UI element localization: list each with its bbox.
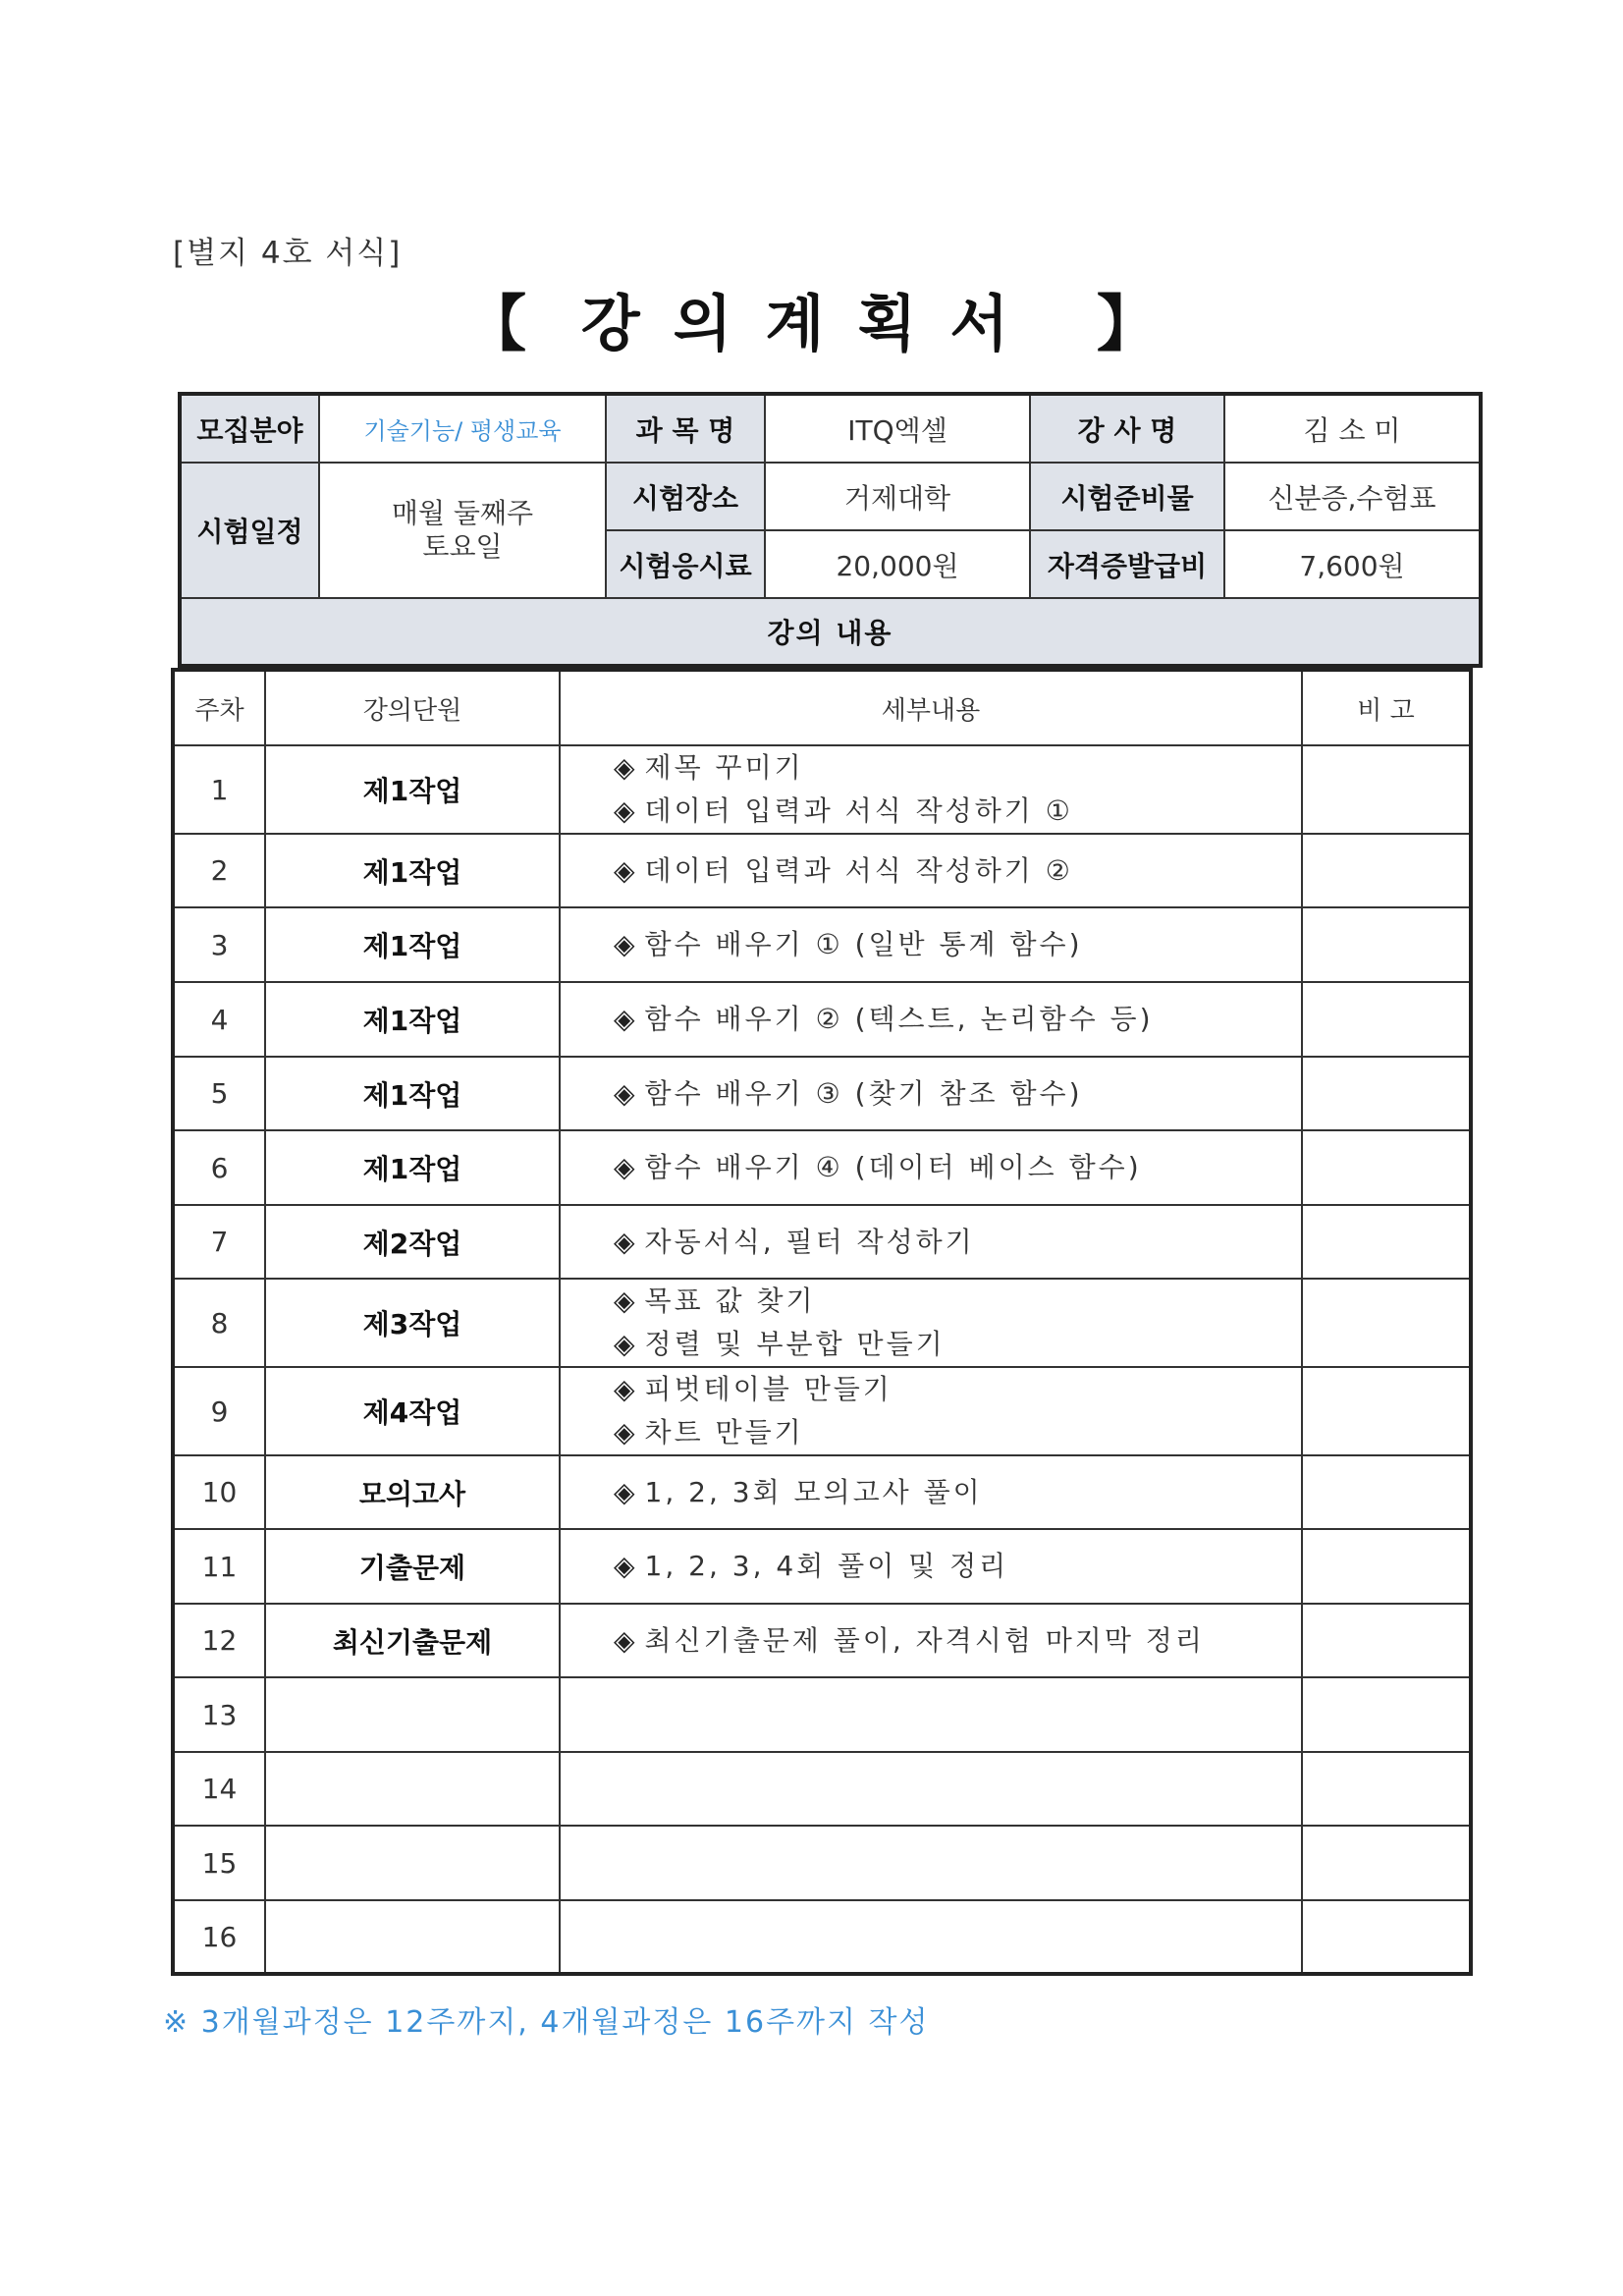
detail-text: 1, 2, 3회 모의고사 풀이: [644, 1475, 983, 1508]
detail-line: [614, 1469, 1301, 1516]
schedule-row: [173, 1130, 1471, 1205]
note-cell: [1302, 1900, 1471, 1974]
week-number: 16: [173, 1900, 265, 1974]
form-number-label: [별지 4호 서식]: [173, 236, 403, 271]
week-number: 13: [173, 1677, 265, 1752]
title-text: 강의계획서: [580, 288, 1043, 359]
note-cell: [1302, 1367, 1471, 1455]
detail-text: 자동서식, 필터 작성하기: [644, 1225, 975, 1258]
cert-fee-value: 7,600원: [1224, 530, 1481, 598]
detail-cell: [560, 1900, 1302, 1974]
exam-place-label: 시험장소: [606, 463, 765, 530]
detail-line: [614, 1543, 1301, 1590]
diamond-bullet-icon: ◈: [614, 1550, 635, 1582]
exam-schedule-value: 매월 둘째주 토요일: [319, 463, 606, 598]
detail-cell: [560, 1367, 1302, 1455]
note-column-header: 비 고: [1302, 670, 1471, 745]
schedule-row: [173, 1205, 1471, 1279]
detail-line: [614, 1219, 1301, 1266]
footnote: ※ 3개월과정은 12주까지, 4개월과정은 16주까지 작성: [163, 2005, 930, 2040]
schedule-row: [173, 1057, 1471, 1130]
exam-fee-value: 20,000원: [765, 530, 1030, 598]
note-cell: [1302, 1279, 1471, 1367]
detail-text: 정렬 및 부분합 만들기: [644, 1328, 946, 1360]
detail-text: 함수 배우기 ② (텍스트, 논리함수 등): [644, 1003, 1154, 1035]
schedule-row: [173, 1677, 1471, 1752]
note-cell: [1302, 1455, 1471, 1529]
detail-cell: [560, 1529, 1302, 1604]
detail-text: 제목 꾸미기: [644, 751, 804, 784]
week-number: 11: [173, 1529, 265, 1604]
week-number: 3: [173, 907, 265, 982]
note-cell: [1302, 1826, 1471, 1900]
diamond-bullet-icon: ◈: [614, 751, 635, 784]
detail-line: [614, 1411, 1301, 1454]
title-right-bracket: 】: [1096, 288, 1158, 359]
detail-text: 목표 값 찾기: [644, 1285, 816, 1317]
diamond-bullet-icon: ◈: [614, 1623, 635, 1657]
week-number: 6: [173, 1130, 265, 1205]
unit-column-header: 강의단원: [265, 670, 560, 745]
note-cell: [1302, 1604, 1471, 1677]
schedule-row: [173, 907, 1471, 982]
diamond-bullet-icon: ◈: [614, 794, 635, 827]
diamond-bullet-icon: ◈: [614, 1003, 635, 1035]
lecture-unit: 제1작업: [265, 982, 560, 1057]
schedule-row: [173, 1529, 1471, 1604]
lecture-unit: 제1작업: [265, 745, 560, 834]
lecture-unit: 제1작업: [265, 1057, 560, 1130]
field-value: 기술기능/ 평생교육: [319, 394, 606, 463]
week-number: 8: [173, 1279, 265, 1367]
detail-line: [614, 746, 1301, 790]
schedule-row: [173, 1752, 1471, 1826]
title-left-bracket: 【: [465, 288, 527, 359]
lecture-unit: 제1작업: [265, 907, 560, 982]
lecture-unit: [265, 1752, 560, 1826]
detail-line: [614, 1070, 1301, 1118]
diamond-bullet-icon: ◈: [614, 1416, 635, 1449]
schedule-row: [173, 982, 1471, 1057]
diamond-bullet-icon: ◈: [614, 1475, 635, 1508]
exam-prep-value: 신분증,수험표: [1224, 463, 1481, 530]
subject-value: ITQ엑셀: [765, 394, 1030, 463]
week-number: 1: [173, 745, 265, 834]
week-number: 9: [173, 1367, 265, 1455]
note-cell: [1302, 1205, 1471, 1279]
diamond-bullet-icon: ◈: [614, 853, 635, 887]
week-number: 2: [173, 834, 265, 907]
diamond-bullet-icon: ◈: [614, 1225, 635, 1258]
lecture-unit: 제1작업: [265, 834, 560, 907]
note-cell: [1302, 745, 1471, 834]
detail-line: [614, 1144, 1301, 1191]
subject-label: 과 목 명: [606, 394, 765, 463]
cert-fee-label: 자격증발급비: [1030, 530, 1224, 598]
detail-text: 피벗테이블 만들기: [644, 1373, 893, 1405]
schedule-row: [173, 1900, 1471, 1974]
lecture-unit: [265, 1826, 560, 1900]
exam-prep-label: 시험준비물: [1030, 463, 1224, 530]
detail-cell: [560, 1455, 1302, 1529]
detail-line: [614, 790, 1301, 833]
detail-line: [614, 847, 1301, 895]
schedule-header-row: [173, 670, 1471, 745]
diamond-bullet-icon: ◈: [614, 1076, 635, 1110]
note-cell: [1302, 1529, 1471, 1604]
detail-line: [614, 1323, 1301, 1366]
week-number: 14: [173, 1752, 265, 1826]
detail-text: 함수 배우기 ③ (찾기 참조 함수): [644, 1076, 1083, 1110]
detail-line: [614, 996, 1301, 1043]
detail-line: [614, 1280, 1301, 1323]
week-column-header: 주차: [173, 670, 265, 745]
schedule-row: [173, 1826, 1471, 1900]
week-number: 12: [173, 1604, 265, 1677]
detail-cell: [560, 1205, 1302, 1279]
schedule-row: [173, 1455, 1471, 1529]
lecture-unit: 제2작업: [265, 1205, 560, 1279]
week-number: 5: [173, 1057, 265, 1130]
lecture-unit: 모의고사: [265, 1455, 560, 1529]
week-number: 4: [173, 982, 265, 1057]
schedule-row: [173, 1367, 1471, 1455]
detail-cell: [560, 982, 1302, 1057]
schedule-row: [173, 745, 1471, 834]
diamond-bullet-icon: ◈: [614, 1285, 635, 1317]
detail-text: 데이터 입력과 서식 작성하기 ②: [644, 853, 1073, 887]
detail-cell: [560, 1130, 1302, 1205]
detail-column-header: 세부내용: [560, 670, 1302, 745]
detail-cell: [560, 907, 1302, 982]
exam-schedule-label: 시험일정: [180, 463, 319, 598]
diamond-bullet-icon: ◈: [614, 928, 635, 960]
document-title: [0, 275, 1623, 362]
detail-cell: [560, 1279, 1302, 1367]
note-cell: [1302, 1057, 1471, 1130]
note-cell: [1302, 1752, 1471, 1826]
week-number: 15: [173, 1826, 265, 1900]
detail-text: 함수 배우기 ① (일반 통계 함수): [644, 928, 1083, 960]
diamond-bullet-icon: ◈: [614, 1328, 635, 1360]
diamond-bullet-icon: ◈: [614, 1151, 635, 1183]
lecture-unit: [265, 1677, 560, 1752]
detail-text: 차트 만들기: [644, 1416, 804, 1449]
lecture-unit: 기출문제: [265, 1529, 560, 1604]
detail-cell: [560, 1057, 1302, 1130]
detail-cell: [560, 745, 1302, 834]
detail-line: [614, 1368, 1301, 1411]
lecture-content-section-title: 강의 내용: [180, 598, 1481, 666]
field-label: 모집분야: [180, 394, 319, 463]
note-cell: [1302, 1677, 1471, 1752]
schedule-row: [173, 1279, 1471, 1367]
detail-cell: [560, 1752, 1302, 1826]
detail-cell: [560, 1826, 1302, 1900]
instructor-label: 강 사 명: [1030, 394, 1224, 463]
weekly-schedule-table: [171, 668, 1473, 1976]
week-number: 7: [173, 1205, 265, 1279]
exam-fee-label: 시험응시료: [606, 530, 765, 598]
detail-line: [614, 921, 1301, 968]
lecture-unit: 제1작업: [265, 1130, 560, 1205]
lecture-unit: 제3작업: [265, 1279, 560, 1367]
exam-place-value: 거제대학: [765, 463, 1030, 530]
schedule-row: [173, 834, 1471, 907]
course-info-table: [178, 392, 1483, 668]
week-number: 10: [173, 1455, 265, 1529]
detail-text: 데이터 입력과 서식 작성하기 ①: [644, 794, 1073, 827]
detail-cell: [560, 834, 1302, 907]
schedule-row: [173, 1604, 1471, 1677]
note-cell: [1302, 1130, 1471, 1205]
detail-text: 1, 2, 3, 4회 풀이 및 정리: [644, 1550, 1009, 1582]
note-cell: [1302, 834, 1471, 907]
detail-text: 최신기출문제 풀이, 자격시험 마지막 정리: [644, 1623, 1205, 1657]
lecture-unit: 제4작업: [265, 1367, 560, 1455]
detail-text: 함수 배우기 ④ (데이터 베이스 함수): [644, 1151, 1142, 1183]
schedule-body: [173, 670, 1471, 1974]
note-cell: [1302, 907, 1471, 982]
detail-cell: [560, 1677, 1302, 1752]
instructor-value: 김 소 미: [1224, 394, 1481, 463]
lecture-unit: [265, 1900, 560, 1974]
detail-cell: [560, 1604, 1302, 1677]
diamond-bullet-icon: ◈: [614, 1373, 635, 1405]
lecture-unit: 최신기출문제: [265, 1604, 560, 1677]
detail-line: [614, 1617, 1301, 1665]
note-cell: [1302, 982, 1471, 1057]
